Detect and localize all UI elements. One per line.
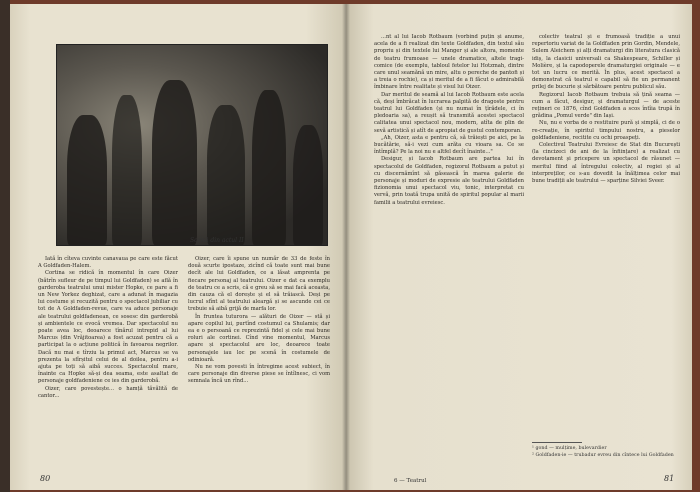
book-spine-edge [0, 0, 10, 492]
paragraph: Colectivul Teatrului Evreiesc de Stat din București (la cincizeci de ani de la înființare) a realizat cu devotament și pricepere un spectacol de răsunet — meritul fiind al întregului colectiv, al regiei și al interpreților, ce s-au dovedit la înălțimea celor mai bune tradiții ale teatrului — sparține Silviei Sveer. [532, 142, 680, 185]
page-number: 80 [40, 474, 51, 483]
paragraph: colectiv teatral și e frumoasă tradiție a unui repertoriu variat de la Goldfaden prin Gordin, Mendele, Sulem Aleichem și alți dramaturgi din literatura clasică idiș, la clasicii universali ca Shakespeare, Schiller și Molière, și la capodoperele dramaturgiei originale — e tot un lucru ce merită. În plus, acest spectacol a demonstrat că teatrul e capabil să fie un permanent prilej de bucurie și sărbătoare pentru publicul său. [532, 34, 680, 91]
book-gutter [342, 4, 350, 490]
paragraph: Oizer, care povestește... o hamță tăvălită de cantor... [38, 385, 178, 399]
right-page [346, 4, 692, 490]
right-page-column-2 [532, 34, 680, 444]
footnote-rule [532, 442, 582, 443]
footnote: ¹ gond — mulțime, bulevardier [532, 446, 607, 451]
paragraph: Desigur, și Iacob Rotbaum are partea lui în spectacolul de Goldfaden, regizorul Rotbaum a putut și cu discernămînt să găsească în marea galerie de personaje și moduri de expresie ale teatrului Goldfaden fizionomia unui spectacol viu, tonic, interpretat cu vervă, prin toată trupa unită de spiritul popular al marii familii a teatrului evreiesc. [374, 156, 524, 206]
paragraph: Dar meritul de seamă al lui Iacob Rotbaum este acela că, deși îmbrăcat în lucrarea palpită de dragoste pentru teatrul lui Goldfaden (și nu numai în țîrădele, ci în pledoaria sa), a reușit să transmită acestei spectacol calitatea unui spectacol nou, modern, atîta de plin de sevă artistică și atît de apropiat de gustul contemporan. [374, 91, 524, 134]
paragraph: Iată în cîteva cuvinte canavaua pe care este făcut A Goldfaden-Halem. [38, 256, 178, 270]
paragraph: Nu, nu e vorba de o restituire pură și simplă, ci de o re-creație, în spiritul timpului nostru, a pieselor goldfadeniene, recitite cu ochi proaspeți. [532, 120, 680, 141]
scene-photograph [56, 44, 328, 246]
paragraph: În fruntea tuturora — alături de Oizer — stă și apare copilul lui, purtînd costumul ca Shulamis; dar ea e o persoană ce reprezintă fidel și cele mai bune roluri ale cortinei. Cînd vine momentul, Marcus apare și spectacolul are loc, deoarece toate personajele iau loc pe scenă în costumele de odinioară. [188, 313, 330, 363]
paragraph: „Ah, Oizer, asta e pentru că, să trăiești pe aici, pe la bucătărie, să-i vezi cum arăta cu vioara sa. Ce se întîmplă? Pe la noi nu e altfel decît înainte..." [374, 134, 524, 156]
paragraph: Cortina se ridică în momentul în care Oizer (bătrîn sufleur de pe timpul lui Goldfaden) se află în garderoba teatrului unui mister Hopke, ce pare a fi un New Yorkez deghizat, care a adunat în magazia lui costume și recuzită pentru o spectacol jubiliar cu tot de A Goldfaden-revue, care va aduce personaje ale teatrului goldfadenean, ce sosesc din garderobă și ambientele ce evocă vremea. Dar spectacolul nu poate avea loc, deoarece tînărul intrepid al lui Marcus (din Vrăjitoarea) a fost acuzat pentru că a participat la o acțiune politică în favoarea negrilor. Dacă nu mai e tîrziu la primul act, Marcus se va prezenta la sfîrșitul celui de al doilea, pentru a-i ajuta pe toți să aibă succes. Spectacolul mare, înainte ca Hopke să-și dea seama, este asaltat de personaje goldfadeniene ce ies din garderobă. [38, 270, 178, 385]
paragraph: Regizorul Iacob Rotbaum trebuia să țină seama — cum a făcut, desigur, și dramaturgul — de aceste rețineri ce 1876, cînd Goldfaden a scos întîia trupă în grădina „Pomul verde" din Iași. [532, 91, 680, 120]
right-page-column-1 [374, 34, 524, 454]
footnote: ² Goldfaden-ie — trubadur evreu din cîntece lui Goldfaden [532, 453, 674, 458]
left-page-column-2 [188, 256, 330, 476]
paragraph: Oizer, care îi spune un număr de 33 de feste în două scurte ipostaze, zicînd că toate sunt mai bune decît ale lui Goldfaden, ce a lăsat amprenta pe fiecare personaj al teatrului. Oizer e dat ca exemplu de teatru ce a scris, că e greu să se mai facă aceasta, din cauza că el dorește și el să trăiască. Deși pe lucrul sfînt al teatrului aleargă și se ascunde cei ce trebuie să aibă grijă de marfa lor. [188, 256, 330, 313]
signature-mark: 6 — Teatrul [394, 478, 427, 484]
left-page [10, 4, 346, 490]
photo-caption: Scenă din actul II [190, 237, 244, 244]
left-page-column-1 [38, 256, 178, 476]
paragraph: Nu ne vom povesti în întregime acest subiect, în care personaje din diverse piese se întîlnesc, ci vom semnala încă un rînd... [188, 364, 330, 385]
page-number: 81 [664, 474, 675, 483]
paragraph: ...nt al lui Iacob Rotbaum (vorbind puțin și anume, acela de a fi realizat din texte Goldfaden, din textul său propriu și din textele lui Manger și ale altora, momente de teatru frumoase — unele dramatice, altele tragi-comice (de exemplu, tabloul fetelor lui Hotzmah, dintre care unul seamănă un mire, altu o pereche de pantofi și a treia o rochie), ca și meritul de a fi făcut o admirabilă îmbinare între realitate și visul lui Oizer. [374, 34, 524, 91]
